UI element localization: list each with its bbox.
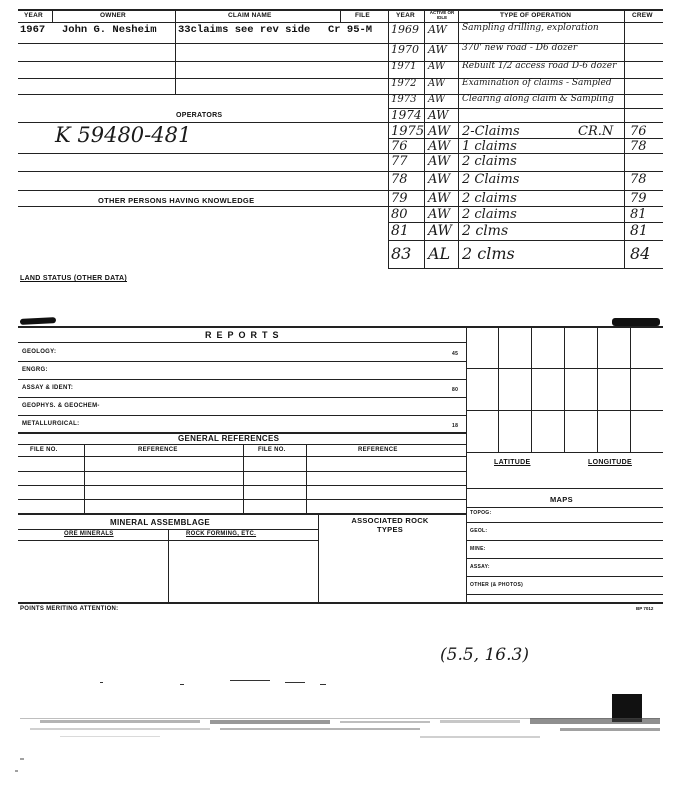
- op-status: AW: [428, 94, 446, 105]
- op-status: AW: [428, 61, 446, 72]
- row-line: [18, 361, 466, 362]
- op-type: 2 claims: [462, 154, 517, 169]
- op-crew: 81: [630, 207, 647, 222]
- row-line: [466, 540, 663, 541]
- form-number: BP 7012: [636, 606, 654, 611]
- divider: [498, 326, 499, 452]
- row-line: [18, 540, 318, 541]
- report-row-number: 45: [452, 351, 459, 357]
- row-line: [18, 94, 388, 95]
- op-year: 78: [391, 172, 408, 187]
- op-year: 83: [391, 244, 412, 263]
- op-crew: 84: [630, 244, 651, 263]
- op-crew: 78: [630, 139, 647, 154]
- op-type: Clearing along claim & Sampling: [462, 94, 614, 104]
- divider: [624, 9, 625, 269]
- row-line: [466, 488, 663, 489]
- operator-entry: K 59480-481: [55, 123, 192, 147]
- op-year: 81: [391, 223, 409, 239]
- op-type: 2 claims: [462, 191, 517, 206]
- operators-label: OPERATORS: [176, 112, 223, 119]
- op-year: 1969: [391, 23, 419, 36]
- op-year: 76: [391, 139, 408, 154]
- longitude-label: LONGITUDE: [588, 459, 632, 466]
- land-status-label: LAND STATUS (OTHER DATA): [20, 275, 128, 282]
- divider: [175, 9, 176, 94]
- points-label: POINTS MERITING ATTENTION:: [20, 606, 119, 612]
- row-line: [18, 43, 388, 44]
- header-type-operation: TYPE OF OPERATION: [500, 12, 572, 19]
- row-line: [18, 471, 466, 472]
- op-status: AW: [428, 172, 451, 187]
- op-status: AL: [428, 244, 451, 263]
- map-item-label: TOPOG:: [470, 510, 492, 516]
- op-year: 79: [391, 191, 408, 206]
- scan-noise: [0, 670, 678, 800]
- col-reference: REFERENCE: [138, 447, 178, 453]
- entry-file: Cr 95-M: [328, 24, 373, 36]
- op-status: AW: [428, 223, 452, 239]
- map-item-label: OTHER (& PHOTOS): [470, 582, 524, 588]
- row-line: [466, 452, 663, 453]
- divider: [243, 444, 244, 514]
- row-line: [466, 594, 663, 595]
- row-line: [18, 485, 466, 486]
- ore-minerals-label: ORE MINERALS: [64, 531, 114, 537]
- header-year-2: YEAR: [396, 12, 415, 19]
- entry-owner: John G. Nesheim: [62, 24, 157, 36]
- op-crew: 81: [630, 223, 648, 239]
- header-owner: OWNER: [100, 12, 126, 19]
- entry-year: 1967: [20, 24, 46, 36]
- divider: [318, 513, 319, 603]
- op-type: 2 claims: [462, 207, 517, 222]
- row-line: [18, 513, 466, 515]
- op-type: 2 clms: [462, 223, 509, 239]
- op-note: CR.N: [578, 124, 614, 139]
- col-reference-2: REFERENCE: [358, 447, 398, 453]
- divider: [340, 9, 341, 23]
- row-line: [18, 342, 466, 343]
- divider: [388, 9, 389, 269]
- coords-note: (5.5, 16.3): [440, 645, 529, 665]
- report-row-label: GEOPHYS. & GEOCHEM-: [22, 403, 100, 409]
- row-line: [18, 415, 466, 416]
- mineral-title: MINERAL ASSEMBLAGE: [110, 518, 211, 527]
- header-year: YEAR: [24, 12, 43, 19]
- divider: [531, 326, 532, 452]
- row-line: [18, 432, 466, 433]
- op-status: AW: [428, 139, 451, 154]
- op-status: AW: [428, 108, 449, 122]
- row-line: [18, 206, 388, 207]
- op-status: AW: [428, 124, 451, 139]
- op-type: 2 clms: [462, 244, 515, 263]
- latitude-label: LATITUDE: [494, 459, 531, 466]
- row-line: [388, 240, 663, 241]
- op-status: AW: [428, 154, 451, 169]
- op-type: 1 claims: [462, 139, 517, 154]
- row-line: [18, 499, 466, 500]
- header-active-idle: ACTIVE OR IDLE: [429, 10, 455, 20]
- assoc-rock-label: ASSOCIATED ROCK TYPES: [351, 516, 429, 534]
- op-crew: 78: [630, 172, 647, 187]
- ink-smudge: [612, 318, 660, 326]
- report-row-label: ENGRG:: [22, 367, 48, 373]
- divider: [424, 9, 425, 269]
- op-type: Examination of claims - Sampled: [462, 78, 612, 88]
- row-line: [466, 558, 663, 559]
- reports-top-border: [18, 326, 663, 328]
- row-line: [18, 456, 466, 457]
- row-line: [388, 122, 663, 123]
- header-claim-name: CLAIM NAME: [228, 12, 272, 19]
- row-line: [18, 602, 663, 604]
- row-line: [466, 522, 663, 523]
- divider: [458, 9, 459, 269]
- divider: [630, 326, 631, 452]
- op-status: AW: [428, 23, 447, 36]
- op-year: 1975: [391, 124, 425, 139]
- col-file-no: FILE NO.: [30, 447, 58, 453]
- report-row-number: 18: [452, 423, 459, 429]
- op-year: 77: [391, 154, 408, 169]
- op-year: 1971: [391, 61, 417, 72]
- map-item-label: MINE:: [470, 546, 486, 552]
- op-status: AW: [428, 78, 446, 89]
- other-persons-label: OTHER PERSONS HAVING KNOWLEDGE: [98, 196, 255, 205]
- op-year: 1970: [391, 43, 419, 56]
- divider: [52, 9, 53, 23]
- divider: [597, 326, 598, 452]
- row-line: [466, 576, 663, 577]
- op-type: Rebuilt 1/2 access road D-6 dozer: [462, 61, 617, 71]
- op-year: 1973: [391, 94, 417, 105]
- divider: [306, 444, 307, 514]
- ink-smudge: [20, 317, 56, 325]
- row-line: [18, 153, 388, 154]
- row-line: [466, 410, 663, 411]
- general-refs-title: GENERAL REFERENCES: [178, 434, 280, 443]
- row-line: [18, 397, 466, 398]
- divider: [84, 444, 85, 514]
- row-line: [18, 444, 466, 445]
- maps-title: MAPS: [550, 495, 573, 504]
- divider: [564, 326, 565, 452]
- row-line: [18, 171, 388, 172]
- entry-claim: 33claims see rev side: [178, 24, 311, 36]
- report-row-label: METALLURGICAL:: [22, 421, 80, 427]
- op-type: 2-Claims: [462, 124, 520, 139]
- op-year: 80: [391, 207, 408, 222]
- map-item-label: ASSAY:: [470, 564, 490, 570]
- row-line: [18, 190, 388, 191]
- row-line: [18, 78, 388, 79]
- row-line: [388, 268, 663, 269]
- reports-title: REPORTS: [205, 330, 284, 340]
- op-status: AW: [428, 207, 451, 222]
- row-line: [466, 507, 663, 508]
- row-line: [18, 61, 388, 62]
- row-line: [18, 379, 466, 380]
- op-status: AW: [428, 191, 451, 206]
- row-line: [466, 368, 663, 369]
- op-type: Sampling drilling, exploration: [462, 23, 599, 33]
- col-file-no-2: FILE NO.: [258, 447, 286, 453]
- rock-forming-label: ROCK FORMING, ETC.: [186, 531, 257, 537]
- op-type: 370' new road - D6 dozer: [462, 43, 578, 53]
- report-row-number: 80: [452, 387, 459, 393]
- op-crew: 76: [630, 124, 647, 139]
- report-row-label: ASSAY & IDENT:: [22, 385, 74, 391]
- op-type: 2 Claims: [462, 172, 520, 187]
- header-crew: CREW: [632, 12, 653, 19]
- report-row-label: GEOLOGY:: [22, 349, 57, 355]
- op-year: 1972: [391, 78, 417, 89]
- map-item-label: GEOL:: [470, 528, 488, 534]
- op-crew: 79: [630, 191, 647, 206]
- header-file: FILE: [355, 12, 370, 19]
- op-status: AW: [428, 43, 447, 56]
- op-year: 1974: [391, 108, 422, 122]
